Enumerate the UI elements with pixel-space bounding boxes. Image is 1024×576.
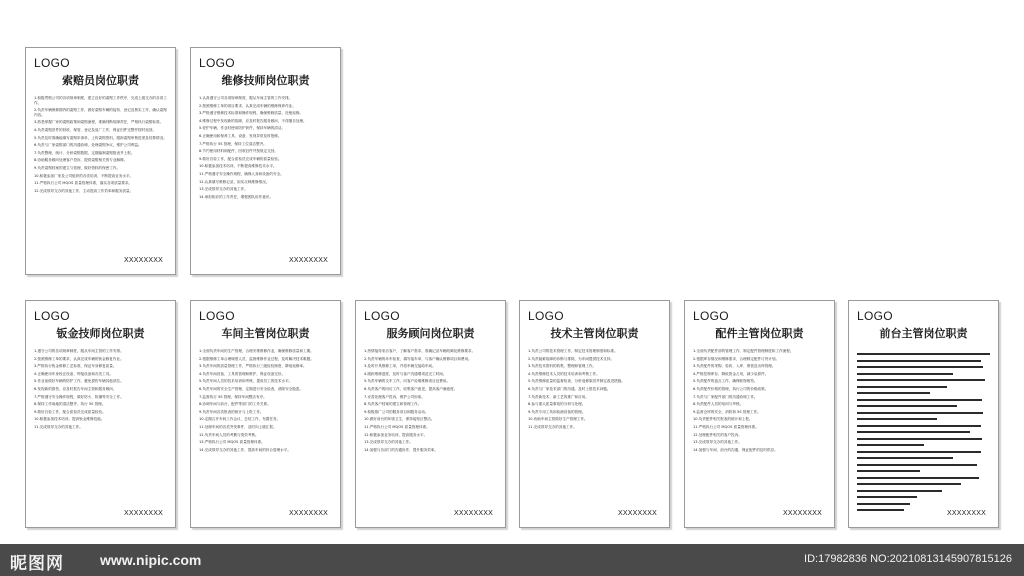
duty-item: 11.完成领导交办的其他工作。 <box>34 424 83 429</box>
duty-item: 2.按照维修工单的要求，认真完成车辆的钣金修复作业。 <box>34 356 124 361</box>
duty-item: 2.负责车辆的环车检查，填写接车单，与客户确认维修项目和费用。 <box>364 356 472 361</box>
duty-item: 1.负责公司的技术管理工作，制定技术管理制度和标准。 <box>528 349 618 353</box>
duty-item: 12.处理配件相关的客户投诉。 <box>693 432 742 437</box>
duty-item: 7.负责与厂家配件部门的沟通协调工作。 <box>693 394 758 399</box>
duty-item: 12.积极参加业务培训，提高服务水平。 <box>364 432 428 437</box>
sheet-title: 前台主管岗位职责 <box>879 327 968 340</box>
placeholder-line <box>857 373 953 375</box>
duty-item: 6.负责客户的回访工作，收集客户意见，提高客户满意度。 <box>364 386 458 391</box>
duty-item: 6.负责与厂家技术部门的沟通，及时上报技术问题。 <box>528 386 611 391</box>
duty-item: 3.熟悉掌握厂家的索赔政策和索赔流程，准确判断故障责任，严格执行索赔标准。 <box>34 120 164 125</box>
duty-item: 5.负责维修质量的监督检查，分析返修原因并制定改进措施。 <box>528 379 625 384</box>
duty-item: 11.处理车间的各类突发事件，及时向上级汇报。 <box>199 424 277 429</box>
duty-item: 1.积极贯彻公司的各项规章制度，建立良好的索赔工作秩序，完成上级交办的各项工作。 <box>34 96 167 105</box>
duty-item: 8.参与重大质量事故的分析与处理。 <box>528 402 586 407</box>
duty-item: 9.负责车间各类报表的统计与上报工作。 <box>199 409 264 414</box>
duty-item: 1.认真遵守公司各项规章制度，服从车间主管的工作安排。 <box>199 96 293 100</box>
duty-item: 7.严格遵守安全操作规程，做好防火、防爆等安全工作。 <box>34 394 124 399</box>
document-code: XXXXXXXX <box>289 510 328 517</box>
placeholder-line <box>857 483 961 485</box>
duty-item: 11.完成领导交办的其他工作。 <box>528 424 577 429</box>
duty-item: 6.负责与厂家索赔部门的沟通协调，处理索赔争议，维护公司利益。 <box>34 143 142 148</box>
duty-item: 8.协助服务顾问处理客户投诉，提供索赔相关的专业解释。 <box>34 158 128 163</box>
duty-item: 9.负责索赔档案的建立与管理，做好资料的保密工作。 <box>34 165 121 170</box>
duty-item: 5.爱护车辆，作业时使用防护套件，保持车辆的清洁。 <box>199 126 286 131</box>
duty-item: 3.负责配件的采购、验收、入库、保管及出库管理。 <box>693 364 776 369</box>
duty-item: 6.负责车间的安全生产管理，定期进行安全检查，消除安全隐患。 <box>199 386 304 391</box>
duty-item: 8.保持工作场地的清洁整齐，执行 5S 管理。 <box>34 402 106 407</box>
duty-item: 3.严格执行钣金维修工艺标准，保证车身修复质量。 <box>34 364 117 369</box>
document-code: XXXXXXXX <box>454 510 493 517</box>
duty-item: 8.节约使用材料和配件，回收旧件并按规定交回。 <box>199 149 278 154</box>
duty-item: 1.遵守公司的各项规章制度，服从车间主管的工作安排。 <box>34 349 124 353</box>
placeholder-line <box>857 405 957 407</box>
placeholder-line <box>857 379 985 381</box>
duty-item: 4.维修过程中发现新的故障，应及时报告服务顾问，不得擅自处理。 <box>199 118 307 123</box>
job-sheet-workshop-supervisor <box>190 300 341 528</box>
duty-list <box>199 349 332 452</box>
placeholder-line <box>857 366 983 368</box>
sheet-title: 服务顾问岗位职责 <box>386 327 475 340</box>
placeholder-line <box>857 386 947 388</box>
sheet-title: 配件主管岗位职责 <box>715 327 804 340</box>
duty-item: 7.负责整理、统计、分析索赔数据，定期编制索赔报表并上报。 <box>34 150 135 155</box>
duty-item: 13.完成领导交办的其他工作。 <box>199 187 248 192</box>
sheet-title: 钣金技师岗位职责 <box>56 327 145 340</box>
placeholder-line <box>857 457 953 459</box>
duty-item: 6.负责配件价格的管理，执行公司的价格政策。 <box>693 386 769 391</box>
image-id: ID:17982836 NO:20210813145907815126 <box>804 553 1012 565</box>
placeholder-line <box>857 470 920 472</box>
duty-item: 9.做好自检工作，配合质检员完成车辆的质量检验。 <box>199 156 282 161</box>
duty-item: 1.热情接待来店客户，了解客户需求，准确记录车辆故障及维修要求。 <box>364 349 476 353</box>
duty-item: 5.负责及时准确地填写索赔申请单，上传索赔资料，跟踪索赔审核进度及结算情况。 <box>34 135 167 140</box>
placeholder-line <box>857 464 977 466</box>
duty-item: 11.严格执行公司 MQOS 质量管理体系，落实各项质量要求。 <box>34 181 133 186</box>
duty-item: 6.正确使用和保养工具、设备，发现异常及时报修。 <box>199 133 282 138</box>
job-sheet-parts-supervisor <box>684 300 835 528</box>
duty-item: 7.监督执行 5S 管理，保持车间整洁有序。 <box>199 394 267 399</box>
document-code: XXXXXXXX <box>124 510 163 517</box>
duty-item: 14.加强与各部门的沟通协作，提升服务效率。 <box>364 447 438 452</box>
duty-item: 9.积极推广公司的服务项目和服务活动。 <box>364 409 429 414</box>
document-code: XXXXXXXX <box>124 257 163 264</box>
placeholder-line <box>857 412 983 414</box>
placeholder-line <box>857 444 924 446</box>
duty-item: 4.跟踪维修进度，及时与客户沟通增项及完工时间。 <box>364 371 447 376</box>
duty-item: 4.严格控制库存，降低资金占用，减少呆滞件。 <box>693 371 769 376</box>
duty-item: 3.严格遵守维修技术标准和操作规程，确保维修质量，杜绝返修。 <box>199 111 304 116</box>
duty-item: 10.积极参加技术培训，提高钣金维修技能。 <box>34 417 105 422</box>
placeholder-text-lines <box>857 353 990 511</box>
duty-list <box>693 349 826 452</box>
duty-item: 2.根据维修工单合理调度人员，监督维修作业过程，及时解决技术难题。 <box>199 356 314 361</box>
placeholder-line <box>857 496 917 498</box>
sheet-logo: LOGO <box>199 56 235 70</box>
duty-item: 12.完成领导交办的其他工作，主动提高工作效率和服务质量。 <box>34 188 134 193</box>
duty-item: 8.负责配件人员的培训与考核。 <box>693 402 744 407</box>
duty-item: 11.严格执行公司 MQOS 质量管理体系。 <box>693 424 759 429</box>
duty-item: 4.正确使用车身校正设备、焊接设备和各类工具。 <box>34 371 113 376</box>
placeholder-line <box>857 392 930 394</box>
placeholder-line <box>857 438 982 440</box>
duty-list <box>528 349 661 430</box>
duty-item: 4.负责索赔旧件的回收、保管、登记及返厂工作，保证旧件完整并按时返回。 <box>34 127 157 132</box>
duty-item: 12.负责车间人员的考勤与绩效考核。 <box>199 432 259 437</box>
job-sheet-front-desk-supervisor <box>848 300 999 528</box>
duty-item: 10.积极参加技术培训，不断提高维修技术水平。 <box>199 164 277 169</box>
duty-item: 14.承担相应的工作责任，增强团队协作意识。 <box>199 194 273 199</box>
duty-item: 9.做好自检工作，配合质检员完成质量检验。 <box>34 409 106 414</box>
duty-item: 2.根据库存情况和维修需求，合理制定配件订货计划。 <box>693 356 780 361</box>
duty-list <box>34 349 167 430</box>
document-code: XXXXXXXX <box>289 257 328 264</box>
placeholder-line <box>857 353 990 355</box>
watermark-bar <box>0 544 1024 576</box>
sheet-logo: LOGO <box>528 309 564 323</box>
duty-item: 9.监督仓库的安全、消防和 5S 管理工作。 <box>693 409 761 414</box>
sheet-title: 索赔员岗位职责 <box>62 74 139 87</box>
duty-item: 5.负责车间人员的技术培训和考核，提高员工的技术水平。 <box>199 379 293 384</box>
sheet-logo: LOGO <box>857 309 893 323</box>
duty-item: 8.负责客户档案的建立和管理工作。 <box>364 402 422 407</box>
job-sheet-maintenance-tech <box>190 47 341 275</box>
placeholder-line <box>857 360 981 362</box>
duty-item: 8.协调车间与前台、配件等部门的工作关系。 <box>199 402 271 407</box>
duty-item: 13.完成领导交办的其他工作。 <box>693 440 742 445</box>
watermark-logo: 昵图网 <box>10 554 64 574</box>
placeholder-line <box>857 509 904 511</box>
placeholder-line <box>857 503 910 505</box>
duty-item: 13.完成领导交办的其他工作。 <box>364 440 413 445</box>
duty-item: 4.负责维修技术人员的技术培训和考核工作。 <box>528 371 600 376</box>
duty-item: 10.积极参加厂家及公司组织的各类培训，不断提高业务水平。 <box>34 173 134 178</box>
duty-item: 1.全面负责车间的生产管理，合理安排维修作业，确保维修质量和工期。 <box>199 349 314 353</box>
placeholder-line <box>857 418 937 420</box>
duty-item: 7.妥善处理客户投诉，维护公司形象。 <box>364 394 425 399</box>
document-code: XXXXXXXX <box>947 510 986 517</box>
job-sheet-claims <box>25 47 176 275</box>
duty-item: 13.严格执行公司 MQOS 质量管理体系。 <box>199 440 265 445</box>
sheet-logo: LOGO <box>693 309 729 323</box>
duty-item: 14.加强与车间、前台的沟通，保证配件的及时供应。 <box>693 447 778 452</box>
sheet-logo: LOGO <box>199 309 235 323</box>
duty-item: 5.负责配件的盘点工作，确保账物相符。 <box>693 379 758 384</box>
duty-item: 2.按照维修工单的项目要求，认真完成车辆的维修保养作业。 <box>199 103 296 108</box>
duty-item: 7.严格执行 5S 管理，保持工位清洁整齐。 <box>199 141 267 146</box>
duty-item: 10.负责配件相关报表的统计和上报。 <box>693 417 753 422</box>
job-sheet-service-advisor <box>355 300 506 528</box>
job-sheet-technical-supervisor <box>519 300 670 528</box>
duty-item: 5.负责车辆的交车工作，向客户说明维修项目及费用。 <box>364 379 451 384</box>
duty-item: 4.负责车间设备、工具的管理和维护，保证设备完好。 <box>199 371 286 376</box>
placeholder-line <box>857 451 981 453</box>
duty-item: 11.严格遵守安全操作规程，确保人身和设备的安全。 <box>199 171 284 176</box>
duty-item: 14.完成领导交办的其他工作，提高车间的综合管理水平。 <box>199 447 291 452</box>
placeholder-line <box>857 431 970 433</box>
placeholder-line <box>857 425 981 427</box>
duty-item: 9.负责专用工具和检测设备的管理。 <box>528 409 586 414</box>
sheet-title: 维修技师岗位职责 <box>221 74 310 87</box>
duty-item: 7.负责新技术、新工艺的推广和应用。 <box>528 394 589 399</box>
duty-item: 12.认真填写维修记录，如实反映维修情况。 <box>199 179 270 184</box>
duty-item: 10.协助车间主管做好生产管理工作。 <box>528 417 588 422</box>
duty-list <box>34 96 167 193</box>
sheet-logo: LOGO <box>364 309 400 323</box>
duty-item: 2.负责车辆保修期内的索赔工作，做好索赔车辆的接待、登记及核实工作，确认索赔内容。 <box>34 108 167 117</box>
sheet-logo: LOGO <box>34 56 70 70</box>
duty-item: 1.全面负责配件部的管理工作，制定配件管理制度和工作流程。 <box>693 349 794 353</box>
document-code: XXXXXXXX <box>783 510 822 517</box>
sheet-title: 技术主管岗位职责 <box>550 327 639 340</box>
placeholder-line <box>857 490 942 492</box>
duty-item: 3.负责车间的质量管理工作，严格执行三级检验制度，降低返修率。 <box>199 364 307 369</box>
duty-item: 2.负责疑难故障的诊断与排除，为车间提供技术支持。 <box>528 356 615 361</box>
sheet-title: 车间主管岗位职责 <box>221 327 310 340</box>
duty-item: 11.严格执行公司 MQOS 质量管理体系。 <box>364 424 430 429</box>
duty-item: 3.负责技术资料的收集、整理和管理工作。 <box>528 364 597 369</box>
duty-item: 10.做好前台的环境卫生，保持接待区整洁。 <box>364 417 435 422</box>
duty-item: 10.定期召开车间工作会议，总结工作，布置任务。 <box>199 417 281 422</box>
sheet-logo: LOGO <box>34 309 70 323</box>
duty-item: 5.作业前做好车辆的防护工作，避免损伤车辆其他部位。 <box>34 379 124 384</box>
duty-item: 6.发现新的损伤，应及时报告车间主管和服务顾问。 <box>34 386 117 391</box>
duty-list <box>199 96 332 199</box>
job-sheet-sheetmetal-tech <box>25 300 176 528</box>
duty-item: 3.及时开具维修工单，并将车辆交接给车间。 <box>364 364 436 369</box>
placeholder-line <box>857 399 982 401</box>
placeholder-line <box>857 477 979 479</box>
document-code: XXXXXXXX <box>618 510 657 517</box>
duty-list <box>364 349 497 452</box>
watermark-site: www.nipic.com <box>100 552 202 568</box>
